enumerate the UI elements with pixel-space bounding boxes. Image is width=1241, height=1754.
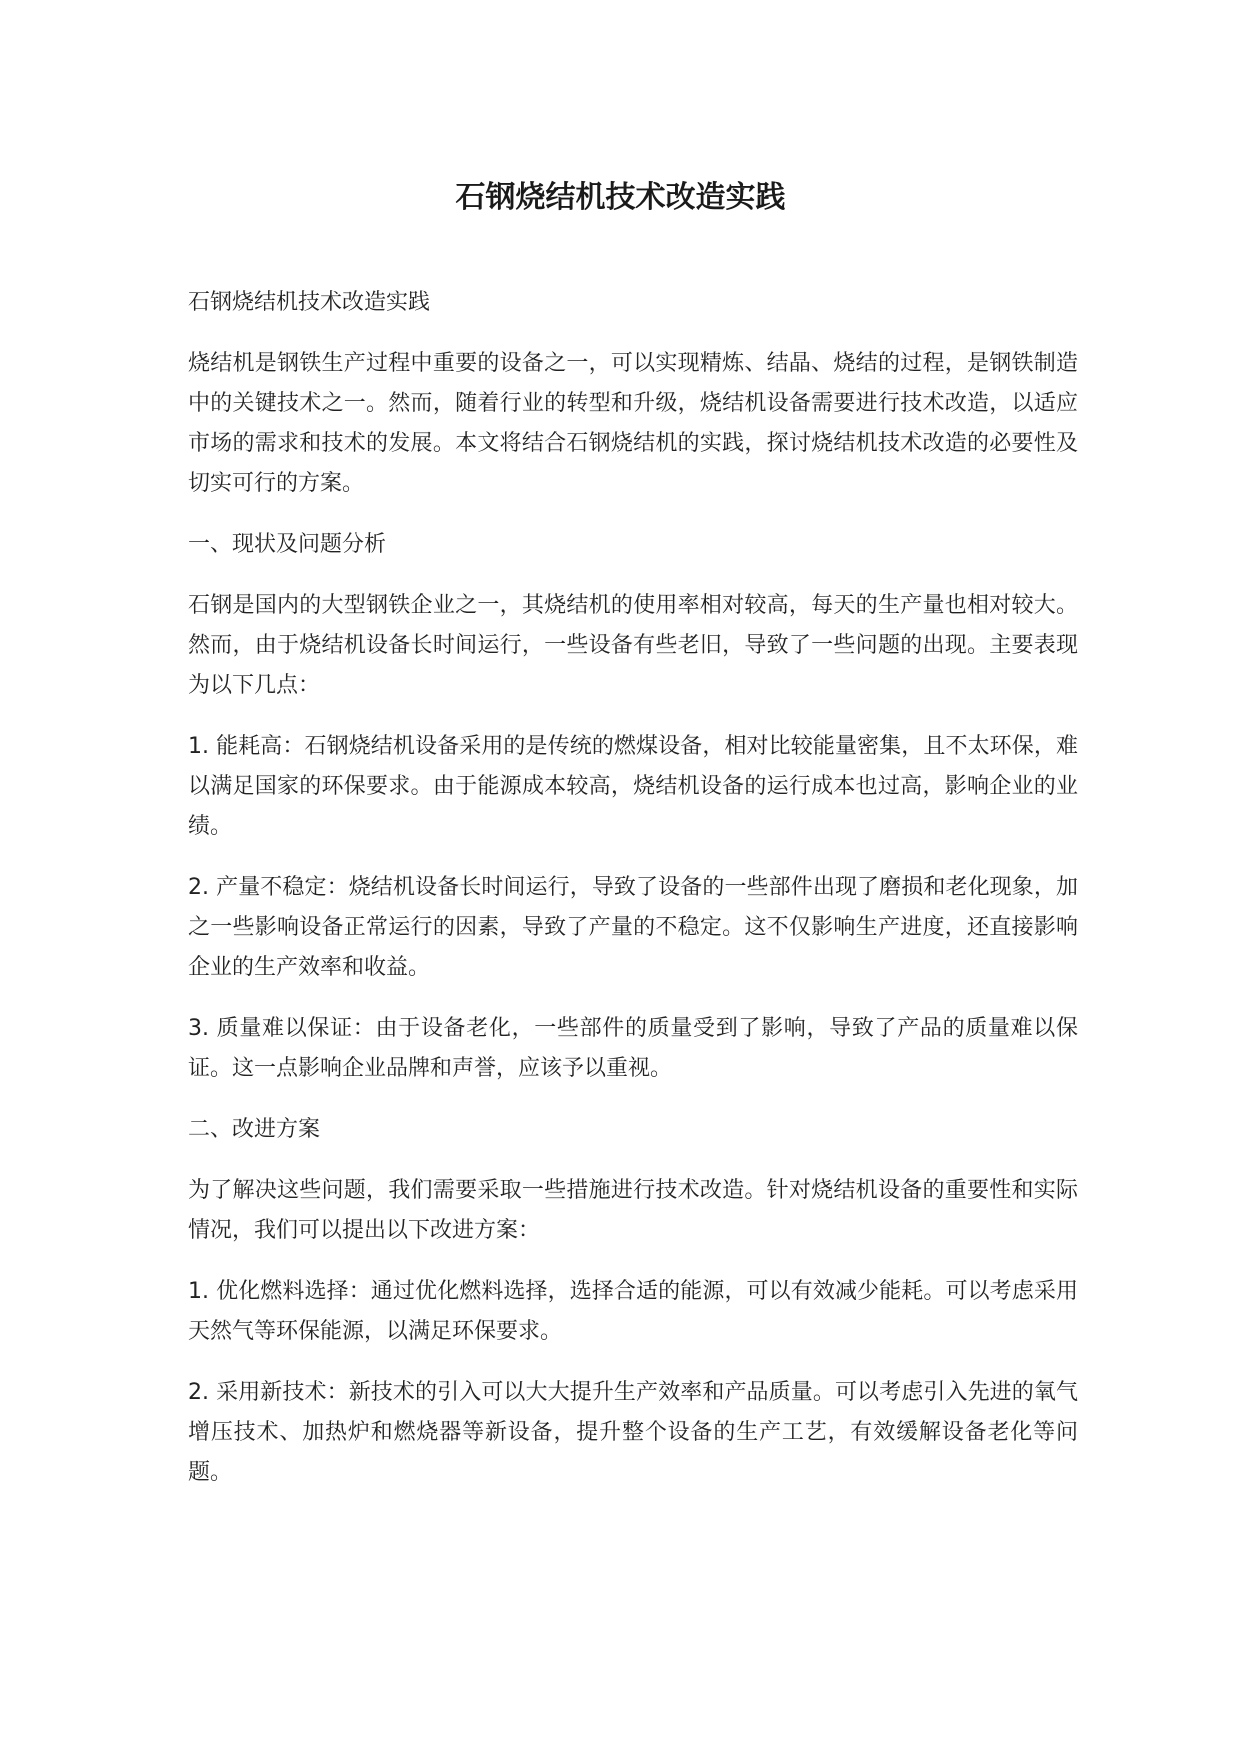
document-body	[188, 283, 1078, 1514]
intro-paragraph: 烧结机是钢铁生产过程中重要的设备之一，可以实现精炼、结晶、烧结的过程，是钢铁制造中的关键技术之一。然而，随着行业的转型和升级，烧结机设备需要进行技术改造，以适应市场的需求和技术的发展。本文将结合石钢烧结机的实践，探讨烧结机技术改造的必要性及切实可行的方案。	[188, 351, 1078, 496]
section-heading-improvement: 二、改进方案	[188, 1117, 321, 1142]
issue-item-output: 2. 产量不稳定：烧结机设备长时间运行，导致了设备的一些部件出现了磨损和老化现象，加之一些影响设备正常运行的因素，导致了产量的不稳定。这不仅影响生产进度，还直接影响企业的生产效率和收益。	[188, 875, 1078, 980]
issue-item-quality: 3. 质量难以保证：由于设备老化，一些部件的质量受到了影响，导致了产品的质量难以保证。这一点影响企业品牌和声誉，应该予以重视。	[188, 1016, 1078, 1081]
improvement-intro-paragraph: 为了解决这些问题，我们需要采取一些措施进行技术改造。针对烧结机设备的重要性和实际情况，我们可以提出以下改进方案：	[188, 1178, 1078, 1243]
document-title: 石钢烧结机技术改造实践	[455, 180, 786, 215]
improvement-item-technology: 2. 采用新技术：新技术的引入可以大大提升生产效率和产品质量。可以考虑引入先进的氧气增压技术、加热炉和燃烧器等新设备，提升整个设备的生产工艺，有效缓解设备老化等问题。	[188, 1380, 1078, 1485]
issue-item-energy: 1. 能耗高：石钢烧结机设备采用的是传统的燃煤设备，相对比较能量密集，且不太环保，难以满足国家的环保要求。由于能源成本较高，烧结机设备的运行成本也过高，影响企业的业绩。	[188, 734, 1078, 839]
subtitle-paragraph: 石钢烧结机技术改造实践	[188, 290, 431, 315]
improvement-item-fuel: 1. 优化燃料选择：通过优化燃料选择，选择合适的能源，可以有效减少能耗。可以考虑采用天然气等环保能源，以满足环保要求。	[188, 1279, 1078, 1344]
section-heading-status: 一、现状及问题分析	[188, 532, 387, 557]
status-paragraph: 石钢是国内的大型钢铁企业之一，其烧结机的使用率相对较高，每天的生产量也相对较大。然而，由于烧结机设备长时间运行，一些设备有些老旧，导致了一些问题的出现。主要表现为以下几点：	[188, 593, 1078, 698]
